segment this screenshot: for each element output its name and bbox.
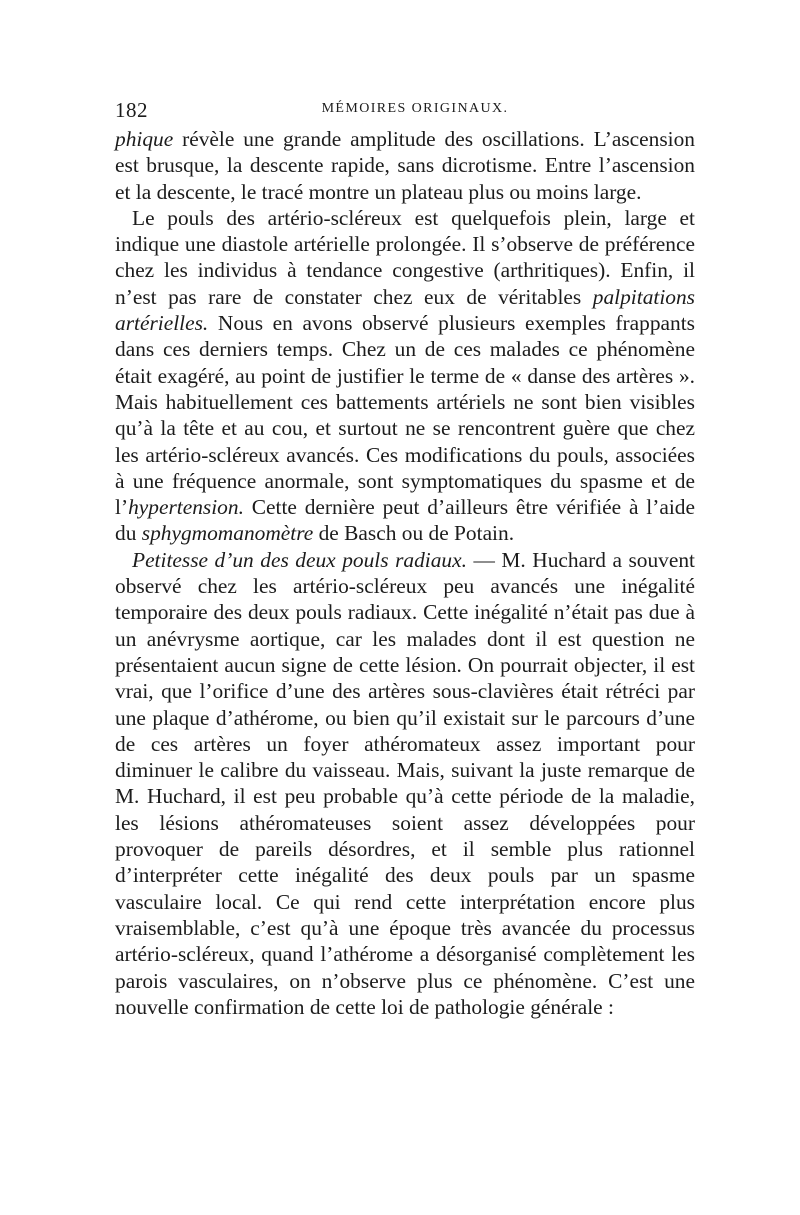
paragraph-1-text: révèle une grande amplitude des oscillations. L’ascension est brusque, la descente rapide, sans dicrotisme. Entre l’ascension et la descente, le tracé montre un plateau plus ou moins large.	[115, 127, 695, 204]
paragraph-2-part-1: Le pouls des artério-scléreux est quelquefois plein, large et indique une diastole artérielle prolongée. Il s’observe de préférence chez les individus à tendance congestive (arthritiques). Enfin, il n’est pas rare de constater chez eux de véritables	[115, 205, 695, 309]
paragraph-1-lead-italic: phique	[115, 127, 174, 151]
paragraph-3	[115, 547, 695, 1020]
paragraph-2-italic-hypertension: hypertension.	[128, 495, 244, 520]
paragraph-2-part-2: Nous en avons observé plusieurs exemples frappants dans ces derniers temps. Chez un de ces malades ce phénomène était exagéré, au point de justifier le terme de « danse des artères ». Mais habituellement ces battements artériels ne sont bien visibles qu’à la tête et au cou, et surtout ne se rencontrent guère que chez les artério-scléreux avancés. Ces modifications du pouls, associées à une fréquence anormale, sont symptomatiques du spasme et de l’	[115, 311, 695, 520]
running-head	[115, 98, 695, 124]
paragraph-2-part-3: Cette dernière peut d’ailleurs être vérifiée à l’aide du	[115, 495, 695, 546]
paragraph-2	[115, 205, 695, 547]
body-text	[115, 126, 695, 1020]
paragraph-2-italic-sphygmomanometre: sphygmomanomètre	[141, 521, 314, 546]
paragraph-3-italic-heading: Petitesse d’un des deux pouls radiaux.	[132, 547, 467, 572]
paragraph-3-text: — M. Huchard a souvent observé chez les artério-scléreux peu avancés une inégalité temporaire des deux pouls radiaux. Cette inégalité n’était pas due à un anévrysme aortique, car les malades dont il est question ne présentaient aucun signe de cette lésion. On pourrait objecter, il est vrai, que l’orifice d’une des artères sous-clavières était rétréci par une plaque d’athérome, ou bien qu’il existait sur le parcours d’une de ces artères un foyer athéromateux assez important pour diminuer le calibre du vaisseau. Mais, suivant la juste remarque de M. Huchard, il est peu probable qu’à cette période de la maladie, les lésions athéromateuses soient assez développées pour provoquer de pareils désordres, et il semble plus rationnel d’interpréter cette inégalité des deux pouls par un spasme vasculaire local. Ce qui rend cette interprétation encore plus vraisemblable, c’est qu’à une époque très avancée du processus artério-scléreux, quand l’athérome a désorganisé complètement les parois vasculaires, on n’observe plus ce phénomène. C’est une nouvelle confirmation de cette loi de pathologie générale :	[115, 547, 695, 1019]
paragraph-2-italic-palpitations: palpitations artérielles.	[115, 284, 695, 336]
paragraph-1	[115, 126, 695, 205]
page	[115, 98, 695, 1020]
page-number: 182	[115, 98, 148, 122]
paragraph-2-part-4: de Basch ou de Potain.	[313, 521, 515, 546]
running-title: MÉMOIRES ORIGINAUX.	[321, 101, 509, 116]
